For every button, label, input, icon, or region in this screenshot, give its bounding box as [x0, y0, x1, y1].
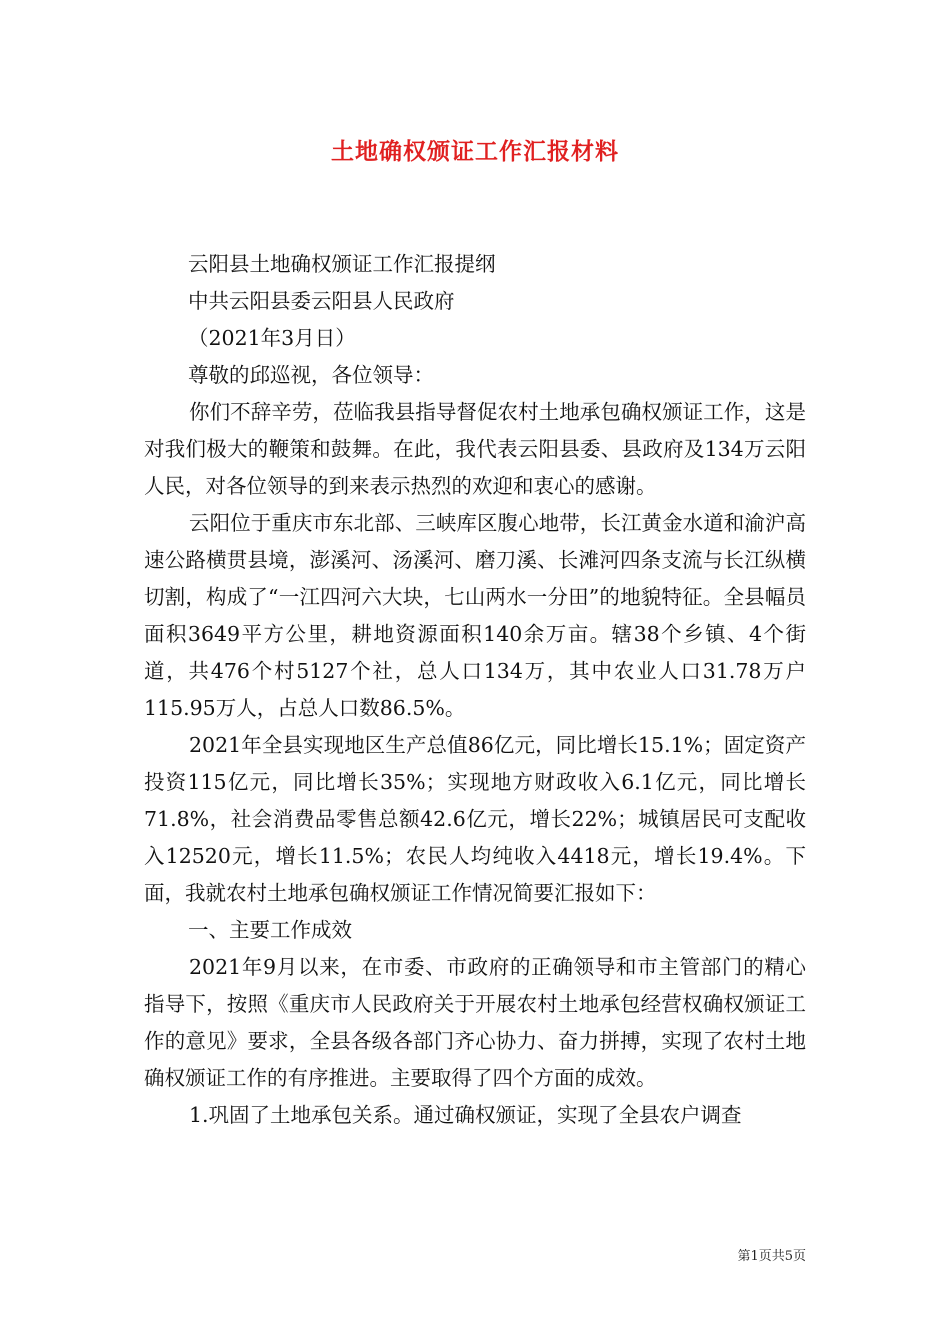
date-line: （2021年3月日）	[188, 326, 356, 350]
paragraph-achievements: 2021年9月以来，在市委、市政府的正确领导和市主管部门的精心指导下，按照《重庆市人民政府关于开展农村土地承包经营权确权颁证工作的意见》要求，全县各级各部门齐心协力、奋力拼搏，实现了农村土地确权颁证工作的有序推进。主要取得了四个方面的成效。	[144, 955, 806, 1090]
paragraph-item-1: 1.巩固了土地承包关系。通过确权颁证，实现了全县农户调查	[189, 1103, 742, 1127]
outline-title: 云阳县土地确权颁证工作汇报提纲	[188, 252, 496, 276]
issuer-line: 中共云阳县委云阳县人民政府	[188, 289, 455, 313]
section-heading: 一、主要工作成效	[188, 918, 352, 942]
document-title: 土地确权颁证工作汇报材料	[331, 138, 619, 165]
salutation: 尊敬的邱巡视，各位领导：	[188, 363, 434, 387]
paragraph-overview: 云阳位于重庆市东北部、三峡库区腹心地带，长江黄金水道和渝沪高速公路横贯县境，澎溪河、汤溪河、磨刀溪、长滩河四条支流与长江纵横切割，构成了“一江四河六大块，七山两水一分田”的地貌特征。全县幅员面积3649平方公里，耕地资源面积140余万亩。辖38个乡镇、4个街道，共476个村5127个社，总人口134万，其中农业人口31.78万户115.95万人，占总人口数86.5%。	[144, 511, 806, 720]
document-body	[144, 246, 806, 1134]
paragraph-economy: 2021年全县实现地区生产总值86亿元，同比增长15.1%；固定资产投资115亿元，同比增长35%；实现地方财政收入6.1亿元，同比增长71.8%，社会消费品零售总额42.6亿元，增长22%；城镇居民可支配收入12520元，增长11.5%；农民人均纯收入4418元，增长19.4%。下面，我就农村土地承包确权颁证工作情况简要汇报如下：	[144, 733, 806, 905]
page-number: 第1页共5页	[737, 1249, 806, 1264]
paragraph-welcome: 你们不辞辛劳，莅临我县指导督促农村土地承包确权颁证工作，这是对我们极大的鞭策和鼓舞。在此，我代表云阳县委、县政府及134万云阳人民，对各位领导的到来表示热烈的欢迎和衷心的感谢。	[144, 400, 806, 498]
